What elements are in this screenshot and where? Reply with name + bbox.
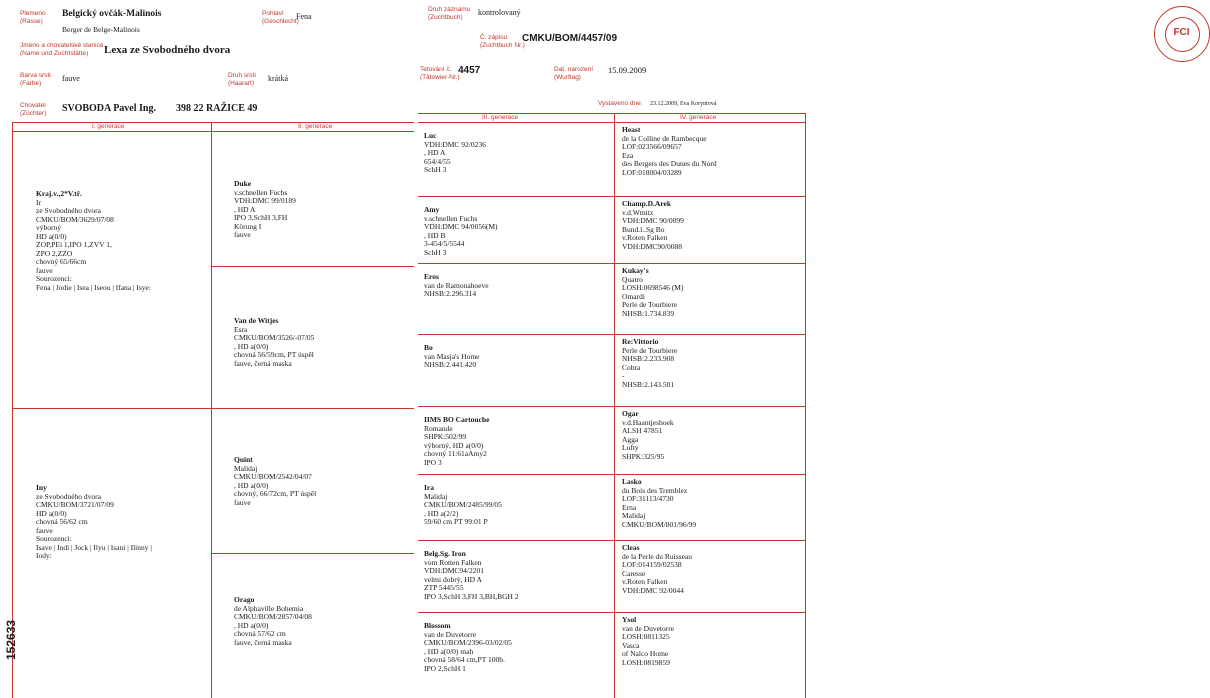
pedigree-line: of Nalco Home — [622, 649, 669, 658]
grandparent-3-cell — [234, 456, 316, 507]
pedigree-line: chovný 65/66cm — [36, 257, 87, 266]
pedigree-line: SHPK:502/99 — [424, 432, 467, 441]
pedigree-line: Malidaj — [622, 511, 646, 520]
pedigree-line: Sourozenci: — [36, 534, 72, 543]
row-divider — [418, 334, 806, 335]
gp-divider-1 — [211, 266, 414, 267]
barva-value: fauve — [62, 74, 80, 83]
pedigree-line: Belg.Sg. Iron — [424, 549, 466, 558]
pedigree-line: Quint — [234, 455, 253, 464]
pedigree-line: Erna — [622, 502, 637, 512]
pedigree-line: NHSB:2.143.501 — [622, 379, 675, 389]
pedigree-line: CMKU/BOM/2396-03/02/05 — [424, 638, 512, 647]
pedigree-line: Re:Vittorio — [622, 337, 659, 346]
row-divider — [418, 540, 806, 541]
studbook-number: CMKU/BOM/4457/09 — [522, 33, 618, 44]
pohlavi-label: Pohlaví (Geschlecht) — [262, 10, 299, 25]
gen4-cell — [622, 267, 683, 318]
birth-date-value: 15.09.2009 — [608, 65, 647, 75]
pedigree-line: CMKU/BOM/2485/99/05 — [424, 500, 502, 509]
gen3-cell — [424, 622, 512, 673]
pedigree-line: ZTP 5445/55 — [424, 583, 464, 592]
record-type-label: Druh záznamu (Zuchtbuch) — [428, 6, 471, 21]
pedigree-line: SHPK:325/95 — [622, 451, 665, 461]
pedigree-line: Sourozenci: — [36, 274, 72, 283]
grandparent-2-cell — [234, 317, 314, 368]
chovatel-label: Chovatel (Züchter) — [20, 102, 47, 117]
pedigree-line: Champ.D.Arek — [622, 199, 672, 208]
pedigree-line: Luc — [424, 131, 437, 140]
pedigree-line: LOF:014159/02538 — [622, 560, 682, 569]
row-divider — [418, 196, 806, 197]
pedigree-line: chovný, 66/72cm, PT úspěl — [234, 489, 317, 498]
dam-cell — [36, 484, 152, 561]
pedigree-line: , HD a(0/0) mah — [424, 646, 474, 656]
pedigree-line: VDH:DMC94/2201 — [424, 566, 485, 575]
row-divider — [418, 612, 806, 613]
pedigree-line: Lasko — [622, 477, 642, 486]
pedigree-line: Malidaj — [234, 463, 258, 473]
gen2-head: II. generace — [298, 123, 333, 130]
pedigree-line: van de Ramonahoeve — [424, 280, 489, 290]
gen3-cell — [424, 132, 486, 175]
pedigree-line: Kukay's — [622, 266, 649, 275]
pedigree-line: IPO 2,SchH 1 — [424, 663, 466, 673]
pedigree-line: Eros — [424, 272, 439, 281]
pedigree-line: Omardi — [622, 291, 645, 301]
pedigree-line: 654/4/55 — [424, 156, 451, 166]
pedigree-line: - — [622, 371, 625, 380]
pedigree-line: VDH:DMC90/0088 — [622, 241, 683, 251]
pedigree-line: v.d.Haantjeshoek — [622, 417, 674, 427]
pedigree-line: ZPO 2,ZZO — [36, 248, 73, 258]
pedigree-line: VDH:DMC 90/0099 — [622, 216, 684, 225]
pedigree-line: fauve — [36, 265, 53, 275]
pedigree-line: HD a(0/0) — [36, 508, 67, 518]
pedigree-line: Quatro — [622, 274, 643, 284]
pedigree-line: van de Duvetorre — [424, 629, 477, 639]
pedigree-line: fauve — [234, 497, 251, 507]
pedigree-line: Heast — [622, 125, 641, 134]
pedigree-line: Caresse — [622, 568, 646, 578]
pedigree-line: des Bergers des Dunes du Nord — [622, 159, 717, 168]
pedigree-line: Perle de Tourbiere — [622, 345, 678, 355]
pedigree-line: v.schnellen Fuchs — [424, 213, 478, 223]
pedigree-line: LOF:023566/09657 — [622, 142, 682, 151]
pedigree-line: VDH:DMC 94/0056(M) — [424, 222, 498, 231]
pedigree-line: Bund.l..Sg Bo — [622, 224, 665, 234]
right-gen-head-divider — [418, 122, 806, 123]
pedigree-line: LOSH:0819859 — [622, 657, 670, 667]
pedigree-line: HD a(0/0) — [36, 231, 67, 241]
pedigree-line: Lufty — [622, 443, 639, 452]
pedigree-line: Blossom — [424, 621, 451, 630]
gp-divider-2 — [211, 553, 414, 554]
pedigree-line: du Bois des Tremblez — [622, 485, 688, 495]
gen3-cell — [424, 416, 489, 467]
birth-date-label: Dat. narození (Wurftag) — [554, 66, 594, 81]
pedigree-line: IPO 3,SchH 3,FH 3,BH,BGH 2 — [424, 591, 519, 601]
pedigree-line: CMKU/BOM/3629/07/08 — [36, 214, 114, 224]
pedigree-line: výborný, HD a(0/0) — [424, 440, 484, 450]
pedigree-line: chovná 56/62 cm — [36, 517, 88, 526]
pedigree-line: IIMS BO Cartouche — [424, 415, 490, 424]
pedigree-line: v.schnellen Fuchs — [234, 187, 288, 197]
pedigree-line: NHSB:2.441.420 — [424, 360, 477, 369]
pedigree-line: , HD A — [234, 204, 256, 214]
pedigree-line: de Alphaville Bohemia — [234, 603, 304, 613]
pedigree-line: CMKU/BOM/2857/04/08 — [234, 612, 312, 621]
pedigree-line: v.Roten Falken — [622, 577, 668, 586]
pedigree-line: van Masja's Home — [424, 351, 480, 361]
right-header-divider — [418, 113, 806, 114]
pedigree-line: fauve — [36, 525, 53, 535]
pedigree-line: NHSB:2.296.314 — [424, 289, 477, 298]
pedigree-line: chovná 57/62 cm — [234, 629, 286, 638]
pedigree-line: fauve — [234, 230, 251, 239]
row-divider — [418, 406, 806, 407]
pedigree-line: Agga — [622, 434, 639, 444]
pedigree-line: Amy — [424, 205, 440, 214]
row-divider — [418, 263, 806, 264]
pedigree-line: Kraj.v.,2*V.tř. — [36, 189, 82, 198]
pedigree-line: Esra — [234, 324, 248, 334]
pedigree-line: Duke — [234, 179, 252, 188]
pedigree-line: , HD a(0/0) — [234, 620, 269, 630]
gen3-cell — [424, 344, 480, 370]
mid-divider — [211, 122, 212, 698]
pedigree-line: chovná 58/64 cm,PT 100b. — [424, 655, 505, 664]
name-label: Jméno a chovatelské stanice (Name und Zuchtstätte) — [20, 42, 104, 57]
pohlavi-value: Fena — [296, 12, 312, 21]
gen4-head: IV. generace — [680, 114, 717, 121]
druh-label: Druh srsti (Haarart) — [228, 72, 256, 87]
pedigree-line: NHSB:2.233.908 — [622, 354, 675, 363]
pedigree-line: LOF:018004/03289 — [622, 167, 682, 177]
gen4-cell — [622, 200, 684, 251]
gen3-cell — [424, 484, 502, 527]
pedigree-line: ze Svobodného dvora — [36, 491, 101, 501]
serial-number: 152633 — [4, 619, 18, 660]
grandparent-1-cell — [234, 180, 296, 240]
sire-cell — [36, 190, 151, 292]
pedigree-line: chovná 56/59cm, PT úspěl — [234, 350, 314, 359]
pedigree-line: LOF:31113/4730 — [622, 494, 674, 503]
dog-name: Lexa ze Svobodného dvora — [104, 44, 231, 56]
pedigree-line: výborný — [36, 223, 61, 232]
header-divider — [12, 122, 414, 123]
pedigree-line: 59/60 cm PT 99:01 P — [424, 517, 488, 526]
pedigree-line: Isave | Indi | Jock | Ilyu | Isani | Ilinny | — [36, 542, 152, 552]
pedigree-line: ZOP,PEi 1,IPO 1,ZVV 1, — [36, 240, 112, 249]
pedigree-line: Fena | Jodie | Isea | Iseou | Ifana | Isye: — [36, 282, 151, 292]
pedigree-line: Bo — [424, 343, 433, 352]
grandparent-4-cell — [234, 596, 312, 647]
breed-name-de: Berger de Belge-Malinois — [62, 25, 140, 34]
pedigree-line: ze Svobodného dvora — [36, 206, 101, 215]
pedigree-line: IPO 3 — [424, 457, 442, 467]
pedigree-line: de la Colline de Rambecque — [622, 133, 707, 143]
pedigree-line: Eza — [622, 150, 634, 160]
gen-head-divider — [12, 131, 414, 132]
pedigree-line: ALSH 47851 — [622, 426, 663, 435]
pedigree-line: fauve, černá maska — [234, 637, 292, 647]
pedigree-line: , HD a(0/0) — [234, 341, 269, 351]
pedigree-line: LOSH:0698546 (M) — [622, 283, 684, 292]
sire-dam-divider — [12, 408, 414, 409]
gen4-cell — [622, 544, 692, 595]
pedigree-line: , HD a(0/0) — [234, 480, 269, 490]
breeder-name: SVOBODA Pavel Ing. — [62, 103, 156, 114]
pedigree-line: VDH:DMC 99/0189 — [234, 196, 296, 205]
pedigree-line: chovný 11:61aAmy2 — [424, 449, 487, 458]
pedigree-line: Cobra — [622, 362, 641, 372]
pedigree-line: CMKU/BOM/3721/07/09 — [36, 500, 114, 509]
pedigree-line: vom Rotten Falken — [424, 557, 482, 567]
gen3-cell — [424, 206, 498, 257]
pedigree-line: 3-454/5/5544 — [424, 239, 465, 248]
issued-label: Vystaveno dne: — [598, 100, 643, 107]
pedigree-line: Iody: — [36, 551, 52, 560]
pedigree-line: Perle de Tourbiere — [622, 300, 678, 309]
gen4-cell — [622, 478, 696, 529]
barva-label: Barva srsti (Farbe) — [20, 72, 51, 87]
gen4-cell — [622, 126, 717, 177]
record-type-value: kontrolovaný — [478, 8, 521, 17]
pedigree-line: VDH:DMC 92/0044 — [622, 585, 684, 595]
breeder-address: 398 22 RAŽICE 49 — [176, 103, 258, 114]
pedigree-line: SchH 3 — [424, 165, 447, 174]
pedigree-line: Körung I — [234, 221, 262, 231]
pedigree-line: , HD a(2/2) — [424, 508, 459, 518]
pedigree-line: VDH:DMC 92/0236 — [424, 139, 486, 149]
pedigree-line: Ogar — [622, 409, 639, 418]
studbook-label: Č. zápisu (Zuchtbuch Nr.) — [480, 34, 525, 49]
fci-logo: FCI — [1154, 6, 1210, 62]
pedigree-line: Ira — [424, 483, 434, 492]
issued-value: 23.12.2009, Eva Koryntová — [650, 101, 717, 107]
tattoo-number: 4457 — [458, 65, 481, 76]
tattoo-label: Tetování č. (Tätowier-Nr.) — [420, 66, 460, 81]
pedigree-line: fauve, černá maska — [234, 358, 292, 368]
pedigree-line: Malidaj — [424, 491, 448, 501]
pedigree-line: , HD A — [424, 148, 446, 157]
gen1-head: I. generace — [92, 123, 125, 130]
druh-value: krátká — [268, 74, 288, 83]
pedigree-line: Orago — [234, 595, 255, 604]
gen4-cell — [622, 338, 677, 389]
pedigree-line: LOSH:0811325 — [622, 632, 670, 641]
pedigree-line: Van de Witjes — [234, 316, 279, 325]
breed-name: Belgický ovčák-Malinois — [62, 9, 162, 19]
gen3-head: III. generace — [482, 114, 519, 121]
pedigree-line: SchH 3 — [424, 247, 447, 257]
plemeno-label: Plemeno (Rasse) — [20, 10, 46, 25]
pedigree-line: CMKU/BOM/2542/04/07 — [234, 472, 312, 481]
gen4-cell — [622, 410, 674, 461]
pedigree-line: velmi dobrý, HD A — [424, 574, 482, 584]
pedigree-right-page — [418, 0, 1190, 698]
pedigree-line: Vasca — [622, 640, 640, 650]
gen3-cell — [424, 273, 489, 299]
pedigree-line: de la Perle du Ruisseau — [622, 551, 692, 561]
pedigree-line: Ir — [36, 197, 41, 207]
pedigree-line: v.d.Wmitz — [622, 207, 654, 217]
pedigree-line: CMKU/BOM/801/96/99 — [622, 519, 697, 529]
gen4-cell — [622, 616, 674, 667]
pedigree-line: van de Duvetorre — [622, 623, 675, 633]
pedigree-line: CMKU/BOM/3526/-07/05 — [234, 333, 315, 342]
pedigree-line: IPO 3,SchH 3,FH — [234, 213, 288, 222]
pedigree-left-page — [0, 0, 414, 698]
pedigree-line: Cleas — [622, 543, 640, 552]
row-divider — [418, 474, 806, 475]
pedigree-line: NHSB:1.734.839 — [622, 308, 675, 318]
pedigree-line: Ysol — [622, 615, 637, 624]
pedigree-line: v.Roten Falken — [622, 233, 668, 242]
gen3-cell — [424, 550, 519, 601]
pedigree-line: Romande — [424, 423, 453, 433]
pedigree-line: , HD B — [424, 230, 446, 240]
pedigree-line: Iny — [36, 483, 47, 492]
